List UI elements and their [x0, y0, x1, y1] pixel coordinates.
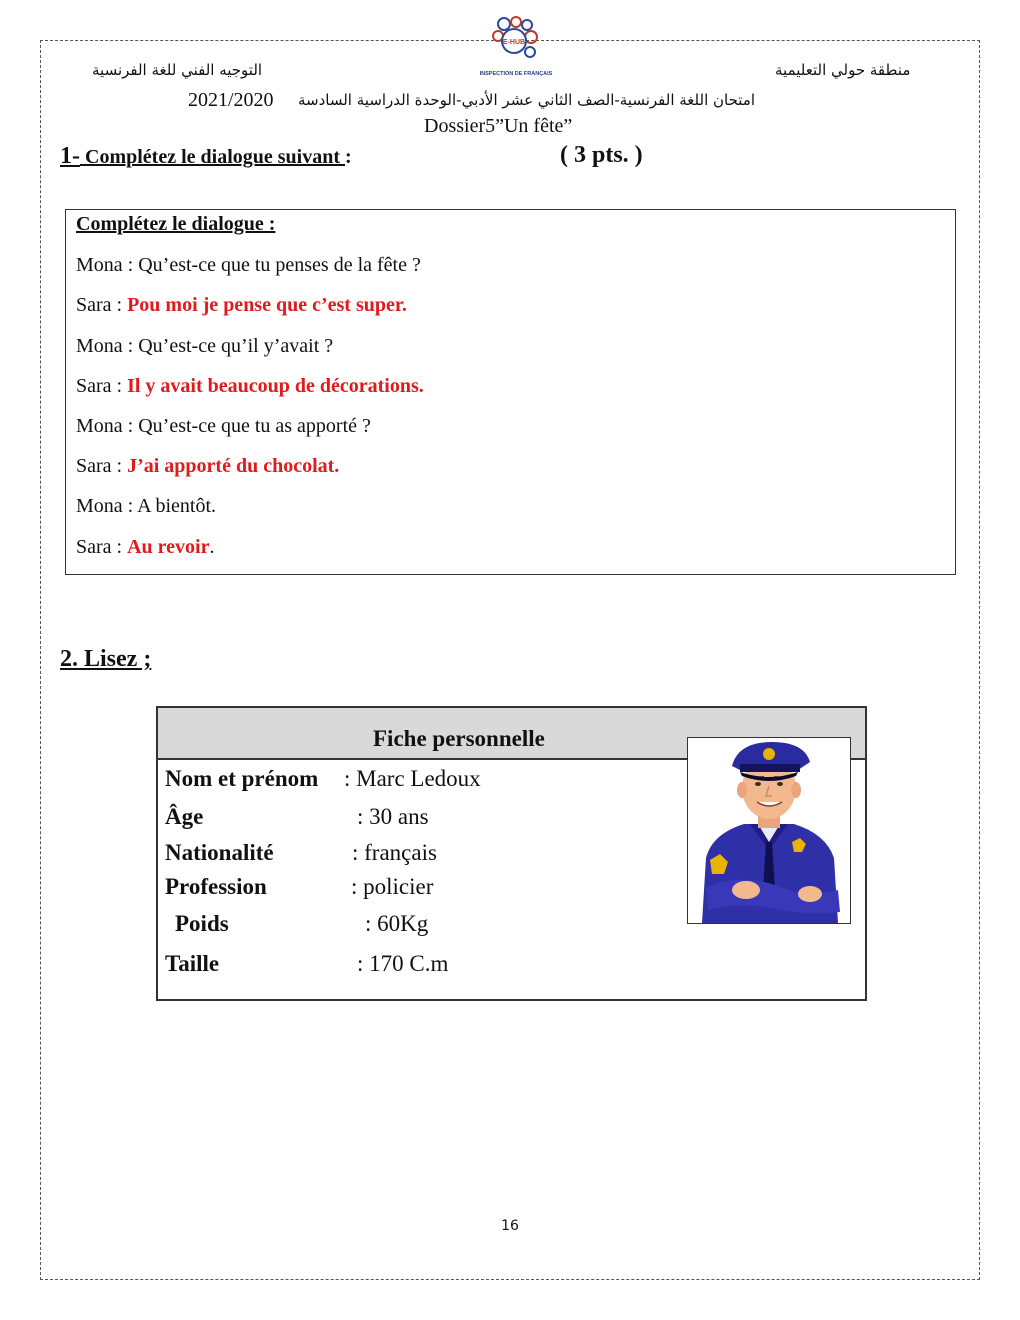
field-value: : français — [352, 840, 437, 865]
line-text: Qu’est-ce que tu penses de la fête ? — [138, 254, 421, 276]
speaker: Mona : — [76, 335, 139, 357]
field-label: Nom et prénom — [165, 766, 319, 791]
field-label: Nationalité — [165, 840, 274, 865]
card-title: Fiche personnelle — [373, 726, 545, 751]
field-label: Âge — [165, 804, 204, 829]
answer-text: Il y avait beaucoup de décorations. — [127, 375, 424, 397]
section2-heading: 2. Lisez ; — [60, 646, 152, 672]
speaker: Mona : — [76, 495, 138, 517]
field-value: : 170 C.m — [357, 951, 449, 976]
dialogue-line — [76, 254, 421, 277]
logo-caption: INSPECTION DE FRANÇAIS — [479, 71, 553, 77]
field-value: : 30 ans — [357, 804, 429, 829]
line-text: Qu’est-ce qu’il y’avait ? — [138, 335, 334, 357]
police-officer-icon — [688, 738, 850, 923]
page-number: 16 — [501, 1218, 519, 1234]
field-value: : Marc Ledoux — [344, 766, 481, 791]
line-text: A bientôt. — [137, 495, 217, 517]
inspectorate-name-arabic: التوجيه الفني للغة الفرنسية — [92, 61, 263, 79]
field-label: Poids — [175, 911, 229, 936]
section1-points: ( 3 pts. ) — [560, 142, 643, 168]
section1-heading — [60, 143, 352, 170]
speaker: Sara : — [76, 536, 128, 558]
region-name-arabic: منطقة حولي التعليمية — [775, 61, 911, 79]
speaker: Mona : — [76, 254, 139, 276]
police-officer-photo — [687, 737, 851, 924]
dialogue-line — [76, 455, 339, 478]
dialogue-line — [76, 536, 215, 559]
exam-line-arabic: امتحان اللغة الفرنسية-الصف الثاني عشر الأدبي-الوحدة الدراسية السادسة — [298, 91, 756, 109]
speaker: Sara : — [76, 375, 128, 397]
dialogue-line — [76, 375, 424, 398]
dialogue-title: Complétez le dialogue : — [76, 213, 276, 235]
section1-title: Complétez le dialogue suivant — [80, 146, 345, 168]
section1-colon: : — [345, 146, 352, 168]
dialogue-line — [76, 495, 216, 518]
logo-badge-text: E-HUB — [502, 39, 526, 46]
speaker: Sara : — [76, 455, 128, 477]
field-label: Taille — [165, 951, 220, 976]
field-value: : 60Kg — [365, 911, 429, 936]
line-text: Qu’est-ce que tu as apporté ? — [138, 415, 371, 437]
dialogue-line — [76, 294, 407, 317]
field-value: : policier — [351, 874, 434, 899]
dialogue-line — [76, 335, 333, 358]
answer-text: J’ai apporté du chocolat. — [127, 455, 340, 477]
line-tail: . — [209, 536, 215, 558]
dossier-title: Dossier5”Un fête” — [424, 115, 573, 137]
answer-text: Au revoir — [127, 536, 210, 558]
school-year: 2021/2020 — [188, 89, 274, 111]
answer-text: Pou moi je pense que c’est super. — [127, 294, 407, 316]
speaker: Sara : — [76, 294, 128, 316]
field-label: Profession — [165, 874, 267, 899]
dialogue-line — [76, 415, 371, 438]
personal-card — [156, 706, 867, 1001]
section1-number: 1- — [60, 143, 80, 169]
speaker: Mona : — [76, 415, 139, 437]
